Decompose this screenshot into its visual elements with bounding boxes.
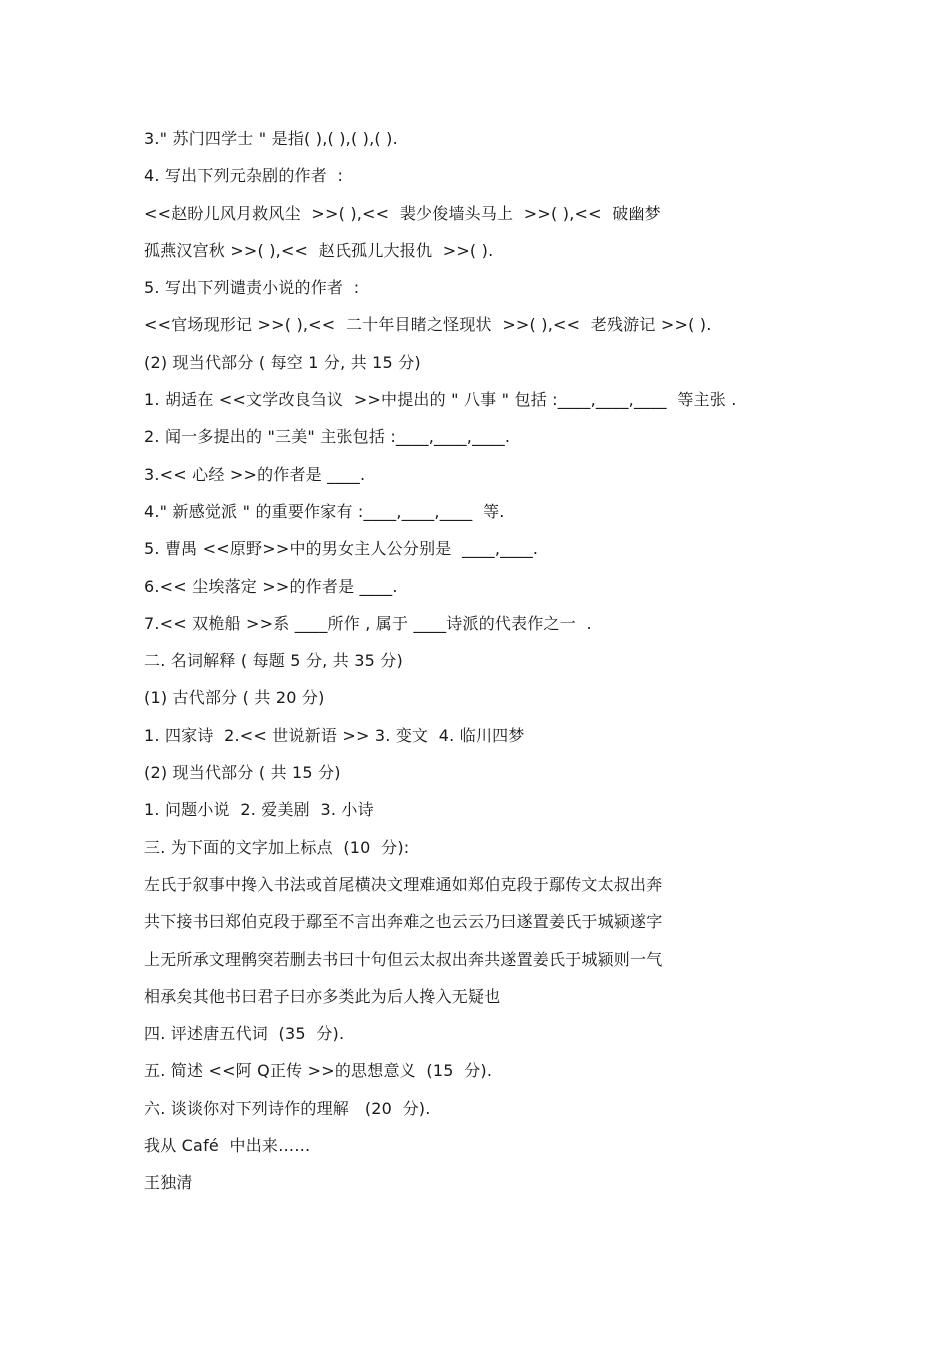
poem-author: 王独清 — [144, 1173, 193, 1193]
section-heading: 三. 为下面的文字加上标点 (10 分): — [144, 837, 410, 857]
passage-line: 上无所承文理鹘突若删去书曰十句但云太叔出奔共遂置姜氏于城颍则一气 — [144, 949, 663, 969]
text-line: 7.<< 双桅船 >>系 ____所作 , 属于 ____诗派的代表作之一 . — [144, 613, 592, 633]
text-line: 5. 曹禺 <<原野>>中的男女主人公分别是 ____,____. — [144, 539, 539, 559]
text-line: 4. 写出下列元杂剧的作者 : — [144, 166, 344, 186]
text-line: 1. 胡适在 <<文学改良刍议 >>中提出的 " 八事 " 包括 :____,____,____ 等主张 . — [144, 390, 737, 410]
text-line: 孤燕汉宫秋 >>( ),<< 赵氏孤儿大报仇 >>( ). — [144, 240, 494, 260]
text-line: 1. 四家诗 2.<< 世说新语 >> 3. 变文 4. 临川四梦 — [144, 725, 525, 745]
text-line: 4." 新感觉派 " 的重要作家有 :____,____,____ 等. — [144, 501, 505, 521]
passage-line: 共下接书曰郑伯克段于鄢至不言出奔难之也云云乃曰遂置姜氏于城颍遂字 — [144, 912, 663, 932]
section-heading: 六. 谈谈你对下列诗作的理解 (20 分). — [144, 1098, 431, 1118]
text-line: <<赵盼儿风月救风尘 >>( ),<< 裴少俊墙头马上 >>( ),<< 破幽梦 — [144, 203, 661, 223]
text-line: 1. 问题小说 2. 爱美剧 3. 小诗 — [144, 800, 374, 820]
section-heading: 五. 简述 <<阿 Q正传 >>的思想意义 (15 分). — [144, 1061, 493, 1081]
passage-line: 左氏于叙事中搀入书法或首尾横决文理难通如郑伯克段于鄢传文太叔出奔 — [144, 874, 663, 894]
text-line: 3." 苏门四学士 " 是指( ),( ),( ),( ). — [144, 129, 398, 148]
text-line: 3.<< 心经 >>的作者是 ____. — [144, 464, 366, 484]
section-heading: (2) 现当代部分 ( 共 15 分) — [144, 763, 341, 783]
poem-title: 我从 Café 中出来…… — [144, 1136, 311, 1156]
text-line: 5. 写出下列谴责小说的作者 : — [144, 278, 360, 298]
section-heading: 四. 评述唐五代词 (35 分). — [144, 1024, 345, 1044]
text-line: 6.<< 尘埃落定 >>的作者是 ____. — [144, 576, 398, 596]
passage-line: 相承矣其他书曰君子曰亦多类此为后人搀入无疑也 — [144, 986, 501, 1006]
section-heading: 二. 名词解释 ( 每题 5 分, 共 35 分) — [144, 651, 403, 671]
section-heading: (1) 古代部分 ( 共 20 分) — [144, 688, 325, 708]
section-heading: (2) 现当代部分 ( 每空 1 分, 共 15 分) — [144, 352, 421, 372]
document-body — [144, 120, 844, 1202]
text-line: 2. 闻一多提出的 "三美" 主张包括 :____,____,____. — [144, 427, 511, 447]
text-line: <<官场现形记 >>( ),<< 二十年目睹之怪现状 >>( ),<< 老残游记 >>( ). — [144, 315, 712, 335]
